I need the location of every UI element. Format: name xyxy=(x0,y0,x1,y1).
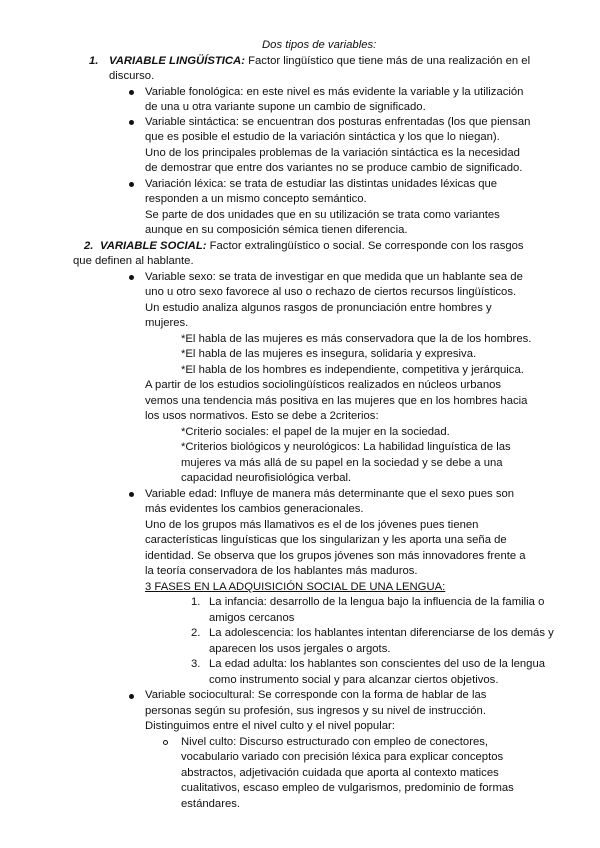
sexo-line: Un estudio analiza algunos rasgos de pronunciación entre hombres y xyxy=(145,302,492,314)
edad-line: Variable edad: Influye de manera más determinante que el sexo pues son xyxy=(145,488,515,500)
sociocultural-line: Variable sociocultural: Se corresponde con la forma de hablar de las xyxy=(145,689,487,701)
section2-desc-cont: que definen al hablante. xyxy=(73,255,194,267)
section2-desc: Factor extralingüístico o social. Se corresponde con los rasgos xyxy=(209,240,524,252)
bullet-icon xyxy=(129,120,134,125)
culto-line: Nivel culto: Discurso estructurado con empleo de conectores, xyxy=(181,736,489,748)
sintactica-line: de demostrar que entre dos variantes no se produce cambio de significado. xyxy=(145,162,523,174)
section2-heading: VARIABLE SOCIAL: xyxy=(100,240,207,252)
lexica-line: Variación léxica: se trata de estudiar las distintas unidades léxicas que xyxy=(145,178,498,190)
partir-line: A partir de los estudios sociolingüísticos realizados en núcleos urbanos xyxy=(145,379,502,391)
criterio-line: mujeres va más allá de su papel en la sociedad y se debe a una xyxy=(181,457,503,469)
culto-line: abstractos, adjetivación cuidada que aporta al contexto matices xyxy=(181,767,499,779)
lexica-line: Se parte de dos unidades que en su utilización se trata como variantes xyxy=(145,209,500,221)
habla-line: *El habla de las mujeres es insegura, solidaria y expresiva. xyxy=(181,348,477,360)
habla-line: *El habla de las mujeres es más conservadora que la de los hombres. xyxy=(181,333,532,345)
criterio-line: *Criterios biológicos y neurológicos: La habilidad linguística de las xyxy=(181,441,511,453)
sexo-line: uno u otro sexo favorece al uso o rechazo de ciertos recursos lingüísticos. xyxy=(145,286,517,298)
habla-line: *El habla de los hombres es independiente, competitiva y jerárquica. xyxy=(181,364,524,376)
sintactica-line: Variable sintáctica: se encuentran dos posturas enfrentadas (los que piensan xyxy=(145,116,531,128)
edad-line: la teoría conservadora de los hablantes más maduros. xyxy=(145,565,418,577)
fase-line: La adolescencia: los hablantes intentan diferenciarse de los demás y xyxy=(209,627,554,639)
criterio-line: *Criterio sociales: el papel de la mujer en la sociedad. xyxy=(181,426,450,438)
bullet-icon xyxy=(129,275,134,280)
fase-line: como instrumento social y para alcanzar ciertos objetivos. xyxy=(209,674,499,686)
sociocultural-line: personas según su profesión, sus ingresos y su nivel de instrucción. xyxy=(145,705,486,717)
fase-number: 2. xyxy=(191,627,201,639)
sexo-line: mujeres. xyxy=(145,317,189,329)
partir-line: los usos normativos. Esto se debe a 2criterios: xyxy=(145,410,379,422)
edad-line: más evidentes los cambios generacionales. xyxy=(145,503,364,515)
sociocultural-line: Distinguimos entre el nivel culto y el nivel popular: xyxy=(145,720,395,732)
fonologica-line: Variable fonológica: en este nivel es más evidente la variable y la utilización xyxy=(145,86,524,98)
fase-line: amigos cercanos xyxy=(209,612,295,624)
edad-line: Uno de los grupos más llamativos es el de los jóvenes pues tienen xyxy=(145,519,479,531)
section2-heading-line xyxy=(100,239,524,255)
fase-line: aparecen los usos jergales o argots. xyxy=(209,643,391,655)
edad-line: características linguísticas que los singularizan y les aporta una seña de xyxy=(145,534,507,546)
sintactica-line: que es posible el estudio de la variación sintáctica y los que lo niegan). xyxy=(145,131,500,143)
fase-line: La edad adulta: los hablantes son conscientes del uso de la lengua xyxy=(209,658,546,670)
page-title: Dos tipos de variables: xyxy=(262,39,377,51)
bullet-icon xyxy=(129,694,134,699)
section1-desc: Factor lingüístico que tiene más de una realización en el xyxy=(248,55,531,67)
culto-line: estándares. xyxy=(181,798,241,810)
fases-title: 3 FASES EN LA ADQUISICIÓN SOCIAL DE UNA LENGUA: xyxy=(145,581,446,593)
fase-number: 1. xyxy=(191,596,201,608)
bullet-icon xyxy=(129,182,134,187)
criterio-line: capacidad neurofisiológica verbal. xyxy=(181,472,352,484)
circle-bullet-icon xyxy=(163,740,168,745)
fonologica-line: de una u otra variante supone un cambio de significado. xyxy=(145,101,426,113)
section1-desc-cont: discurso. xyxy=(109,70,155,82)
lexica-line: aunque en su composición sémica tienen diferencia. xyxy=(145,224,408,236)
sintactica-line: Uno de los principales problemas de la variación sintáctica es la necesidad xyxy=(145,147,520,159)
section2-number: 2. xyxy=(84,240,94,252)
section1-number: 1. xyxy=(89,55,99,67)
culto-line: cualitativos, escaso empleo de vulgarismos, predominio de formas xyxy=(181,782,514,794)
section1-heading-line xyxy=(109,54,530,70)
fase-line: La infancia: desarrollo de la lengua bajo la influencia de la familia o xyxy=(209,596,545,608)
sexo-line: Variable sexo: se trata de investigar en que medida que un hablante sea de xyxy=(145,271,523,283)
edad-line: identidad. Se observa que los grupos jóvenes son más innovadores frente a xyxy=(145,550,526,562)
bullet-icon xyxy=(129,492,134,497)
lexica-line: responden a un mismo concepto semántico. xyxy=(145,193,367,205)
partir-line: vemos una tendencia más positiva en las mujeres que en los hombres hacia xyxy=(145,395,528,407)
fase-number: 3. xyxy=(191,658,201,670)
culto-line: vocabulario variado con precisión léxica para explicar conceptos xyxy=(181,751,504,763)
section1-heading: VARIABLE LINGÜÍSTICA: xyxy=(109,55,245,67)
bullet-icon xyxy=(129,90,134,95)
